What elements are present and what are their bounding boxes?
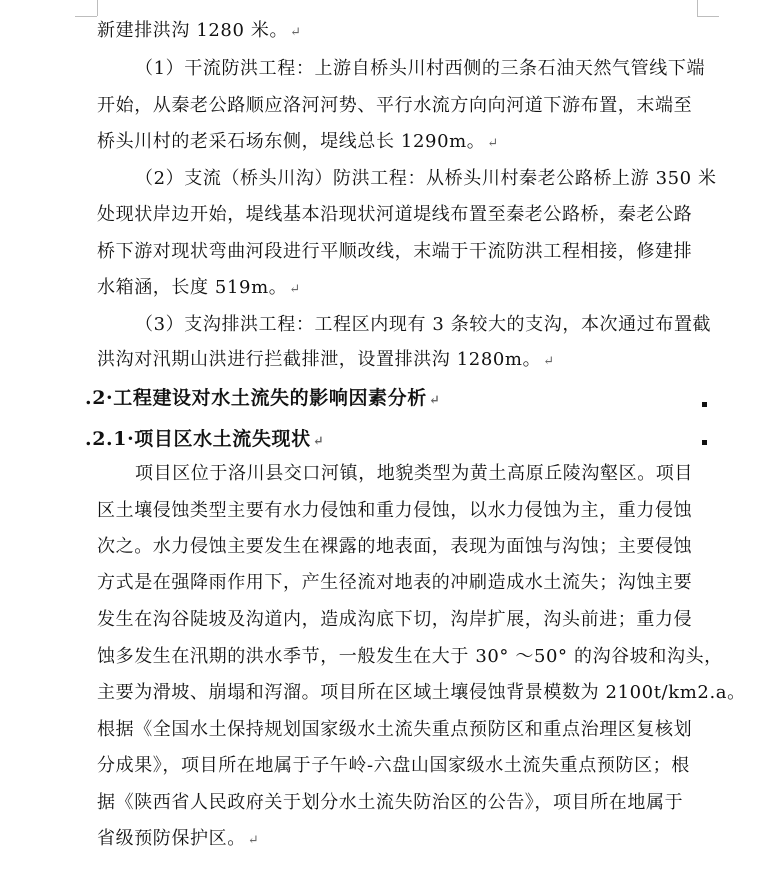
text-line: 省级预防保护区。 ↵	[97, 828, 260, 849]
text-line: 桥下游对现状弯曲河段进行平顺改线，末端于干流防洪工程相接，修建排	[97, 241, 693, 262]
text-line: 据《陕西省人民政府关于划分水土流失防治区的公告》，项目所在地属于	[97, 792, 684, 813]
heading-marker	[702, 402, 707, 407]
text-line: 项目区位于洛川县交口河镇，地貌类型为黄土高原丘陵沟壑区。项目	[135, 463, 693, 484]
crop-mark-right-horizontal	[697, 16, 719, 17]
subsection-heading: .2.1·项目区水土流失现状 ↵	[85, 428, 325, 450]
text-line: 主要为滑坡、崩塌和泻溜。项目所在区域土壤侵蚀背景模数为 2100t/km2.a。	[97, 682, 746, 703]
text-line: （1）干流防洪工程：上游自桥头川村西侧的三条石油天然气管线下端	[135, 58, 706, 79]
text-line: 桥头川村的老采石场东侧，堤线总长 1290m。 ↵	[97, 131, 499, 152]
text-line: 方式是在强降雨作用下，产生径流对地表的冲刷造成水土流失；沟蚀主要	[97, 572, 693, 593]
text-line: 发生在沟谷陡坡及沟道内，造成沟底下切，沟岸扩展，沟头前进；重力侵	[97, 609, 693, 630]
crop-mark-left-vertical	[97, 0, 98, 16]
text-line: 开始，从秦老公路顺应洛河河势、平行水流方向向河道下游布置，末端至	[97, 95, 693, 116]
text-line: 蚀多发生在汛期的洪水季节，一般发生在大于 30° ～50° 的沟谷坡和沟头，	[97, 646, 723, 667]
text-line: 处现状岸边开始，堤线基本沿现状河道堤线布置至秦老公路桥，秦老公路	[97, 204, 693, 225]
text-line: （2）支流（桥头川沟）防洪工程：从桥头川村秦老公路桥上游 350 米	[135, 168, 717, 189]
text-line: 分成果》，项目所在地属于子午岭-六盘山国家级水土流失重点预防区；根	[97, 755, 690, 776]
section-heading: .2·工程建设对水土流失的影响因素分析 ↵	[85, 387, 441, 409]
text-line: 根据《全国水土保持规划国家级水土流失重点预防区和重点治理区复核划	[97, 719, 693, 740]
text-line: 次之。水力侵蚀主要发生在裸露的地表面，表现为面蚀与沟蚀；主要侵蚀	[97, 536, 693, 557]
heading-marker	[702, 440, 707, 445]
text-line: 洪沟对汛期山洪进行拦截排泄，设置排洪沟 1280m。 ↵	[97, 349, 555, 370]
crop-mark-left-horizontal	[75, 16, 97, 17]
text-line: 区土壤侵蚀类型主要有水力侵蚀和重力侵蚀，以水力侵蚀为主，重力侵蚀	[97, 500, 693, 521]
text-line: （3）支沟排洪工程：工程区内现有 3 条较大的支沟，本次通过布置截	[135, 314, 712, 335]
crop-mark-right-vertical	[697, 0, 698, 16]
text-line: 新建排洪沟 1280 米。 ↵	[97, 20, 302, 41]
text-line: 水箱涵，长度 519m。 ↵	[97, 277, 301, 298]
